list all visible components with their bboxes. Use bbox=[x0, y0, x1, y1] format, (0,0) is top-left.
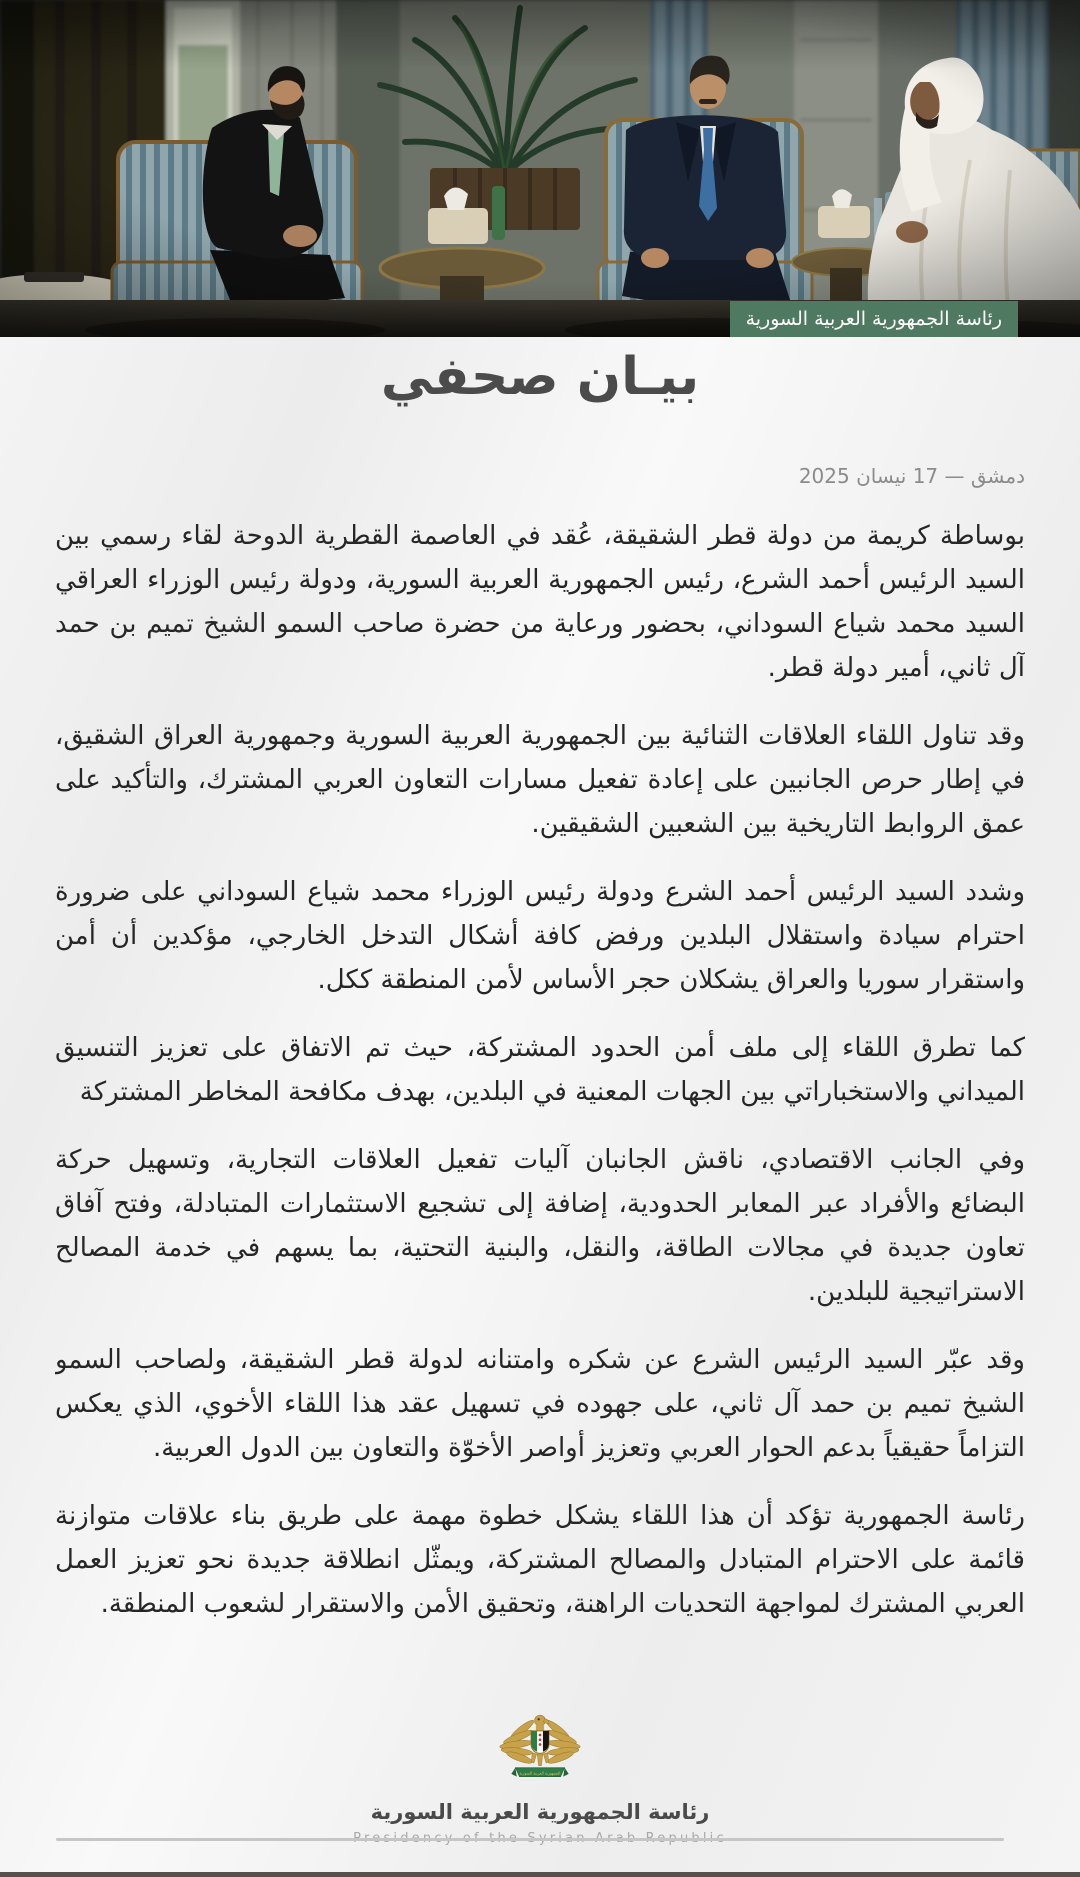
statement-body bbox=[55, 514, 1025, 1704]
eagle-head bbox=[535, 1715, 549, 1731]
photo-source-badge: رئاسة الجمهورية العربية السورية bbox=[730, 301, 1018, 337]
page-title: بيـان صحفي bbox=[380, 347, 700, 407]
footer-org-name-arabic: رئاسة الجمهورية العربية السورية bbox=[370, 1800, 710, 1824]
emblem-banner-text: الجمهورية العربية السورية bbox=[519, 1770, 561, 1776]
statement-paragraph: وشدد السيد الرئيس أحمد الشرع ودولة رئيس الوزراء محمد شياع السوداني على ضرورة احترام سيادة واستقلال البلدين ورفض كافة أشكال التدخل الخارجي، مؤكدين أن أمن واستقرار سوريا والعراق يشكلان حجر الأساس لأمن المنطقة ككل. bbox=[55, 877, 1025, 995]
meeting-photo-illustration bbox=[0, 0, 1080, 337]
presidency-eagle-emblem-logo bbox=[499, 1708, 581, 1792]
statement-paragraph: رئاسة الجمهورية تؤكد أن هذا اللقاء يشكل خطوة مهمة على طريق بناء علاقات متوازنة قائمة على الاحترام المتبادل والمصالح المشتركة، ويمثّل انطلاقة جديدة نحو تعزيز العمل العربي المشترك لمواجهة التحديات الراهنة، وتحقيق الأمن والاستقرار لشعوب المنطقة. bbox=[55, 1501, 1025, 1619]
dateline: دمشق — 17 نيسان 2025 bbox=[798, 464, 1025, 488]
emblem-banner bbox=[511, 1768, 568, 1777]
eagle-tail bbox=[531, 1753, 549, 1766]
statement-paragraph: بوساطة كريمة من دولة قطر الشقيقة، عُقد في العاصمة القطرية الدوحة لقاء رسمي بين السيد الرئيس أحمد الشرع، رئيس الجمهورية العربية السورية، ودولة رئيس الوزراء العراقي السيد محمد شياع السوداني، بحضور ورعاية من حضرة صاحب السمو الشيخ تميم بن حمد آل ثاني، أمير دولة قطر. bbox=[55, 521, 1025, 683]
statement-paragraph: كما تطرق اللقاء إلى ملف أمن الحدود المشتركة، حيث تم الاتفاق على تعزيز التنسيق الميداني والاستخباراتي بين الجهات المعنية في البلدين، بهدف مكافحة المخاطر المشتركة bbox=[55, 1033, 1025, 1107]
statement-paragraph: وقد عبّر السيد الرئيس الشرع عن شكره وامتنانه لدولة قطر الشقيقة، ولصاحب السمو الشيخ تميم بن حمد آل ثاني، على جهوده في تسهيل عقد هذا اللقاء الأخوي، الذي يعكس التزاماً حقيقياً بدعم الحوار العربي وتعزيز أواصر الأخوّة والتعاون بين الدول العربية. bbox=[55, 1345, 1025, 1463]
flag-shield bbox=[531, 1731, 549, 1754]
statement-paragraph: وقد تناول اللقاء العلاقات الثنائية بين الجمهورية العربية السورية وجمهورية العراق الشقيق، في إطار حرص الجانبين على إعادة تفعيل مسارات التعاون العربي المشترك، والتأكيد على عمق الروابط التاريخية بين الشعبين الشقيقين. bbox=[55, 721, 1025, 839]
statement-paragraph: وفي الجانب الاقتصادي، ناقش الجانبان آليات تفعيل العلاقات التجارية، وتسهيل حركة البضائع والأفراد عبر المعابر الحدودية، إضافة إلى تشجيع الاستثمارات المتبادلة، وفتح آفاق تعاون جديدة في مجالات الطاقة، والنقل، والبنية التحتية، بما يسهم في خدمة المصالح الاستراتيجية للبلدين. bbox=[55, 1145, 1025, 1307]
footer bbox=[0, 1708, 1080, 1846]
meeting-photo bbox=[0, 0, 1080, 337]
footer-divider bbox=[56, 1838, 1004, 1841]
bottom-edge-strip bbox=[0, 1872, 1080, 1877]
